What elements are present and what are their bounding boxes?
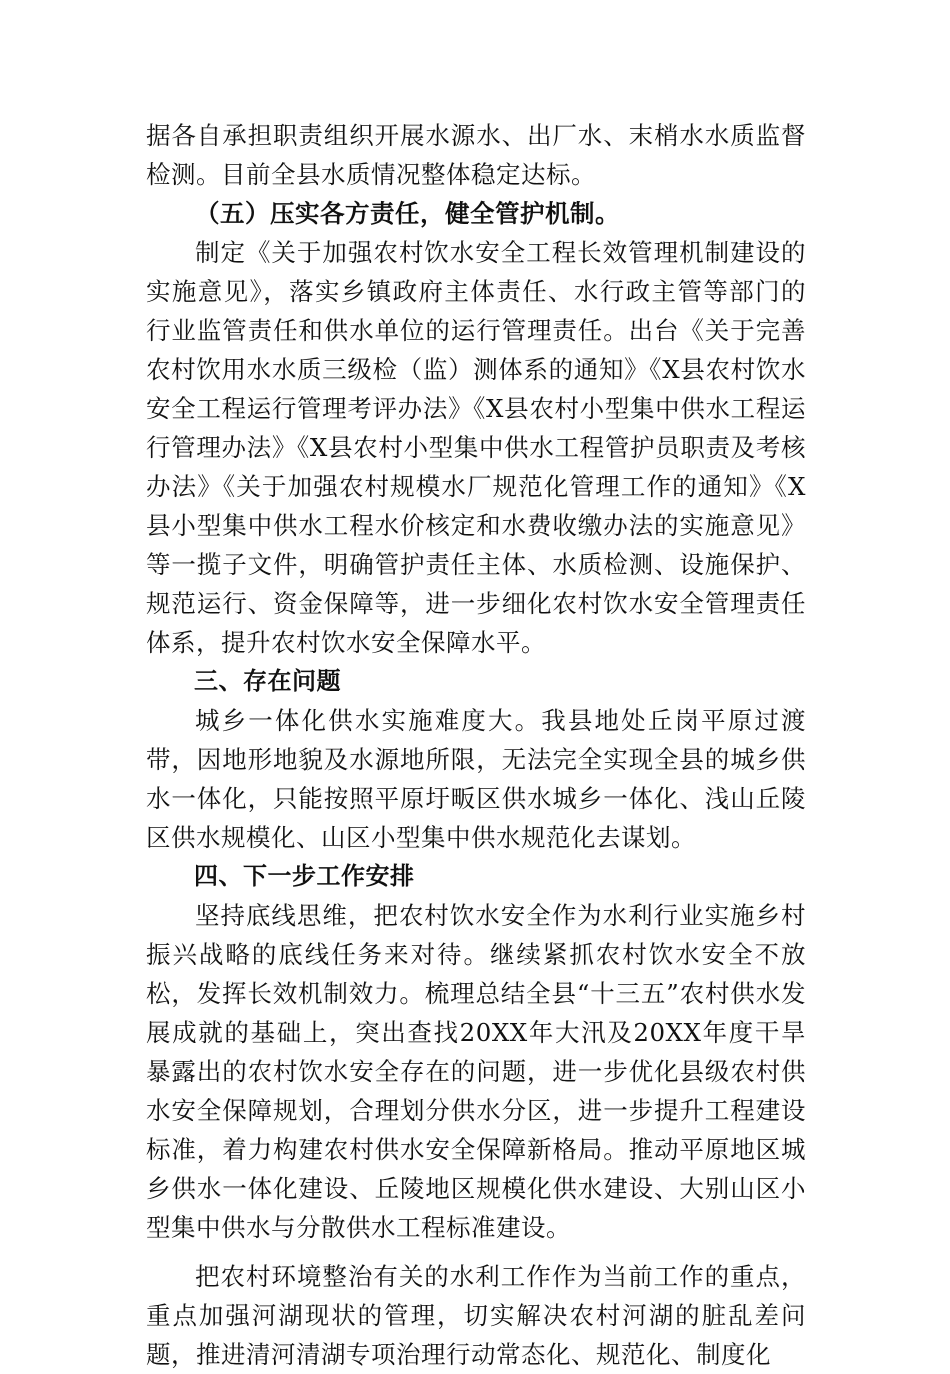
paragraph-next-steps: 坚持底线思维，把农村饮水安全作为水利行业实施乡村振兴战略的底线任务来对待。继续紧抓农村饮水安全不放松，发挥长效机制效力。梳理总结全县“十三五”农村供水发展成就的基础上，突出查找20XX年大汛及20XX年度干旱暴露出的农村饮水安全存在的问题，进一步优化县级农村供水安全保障规划，合理划分供水分区，进一步提升工程建设标准，着力构建农村供水安全保障新格局。推动平原地区城乡供水一体化建设、丘陵地区规模化供水建设、大别山区小型集中供水与分散供水工程标准建设。 — [146, 901, 806, 1242]
paragraph-problems: 城乡一体化供水实施难度大。我县地处丘岗平原过渡带，因地形地貌及水源地所限，无法完全实现全县的城乡供水一体化，只能按照平原圩畈区供水城乡一体化、浅山丘陵区供水规模化、山区小型集中供水规范化去谋划。 — [146, 706, 806, 852]
section-heading-problems: 三、存在问题 — [194, 667, 341, 695]
subheading-five: （五）压实各方责任，健全管护机制。 — [195, 199, 620, 228]
paragraph-management-mechanism: 制定《关于加强农村饮水安全工程长效管理机制建设的实施意见》，落实乡镇政府主体责任、水行政主管等部门的行业监管责任和供水单位的运行管理责任。出台《关于完善农村饮用水水质三级检（监）测体系的通知》《X县农村饮水安全工程运行管理考评办法》《X县农村小型集中供水工程运行管理办法》《X县农村小型集中供水工程管护员职责及考核办法》《关于加强农村规模水厂规范化管理工作的通知》《X县小型集中供水工程水价核定和水费收缴办法的实施意见》等一揽子文件，明确管护责任主体、水质检测、设施保护、规范运行、资金保障等，进一步细化农村饮水安全管理责任体系，提升农村饮水安全保障水平。 — [146, 238, 806, 657]
paragraph-continuation: 据各自承担职责组织开展水源水、出厂水、末梢水水质监督检测。目前全县水质情况整体稳定达标。 — [146, 121, 806, 189]
document-page — [146, 116, 806, 1374]
section-heading-next-steps: 四、下一步工作安排 — [194, 862, 415, 890]
paragraph-environment: 把农村环境整治有关的水利工作作为当前工作的重点，重点加强河湖现状的管理，切实解决农村河湖的脏乱差问题，推进清河清湖专项治理行动常态化、规范化、制度化 — [146, 1262, 806, 1369]
